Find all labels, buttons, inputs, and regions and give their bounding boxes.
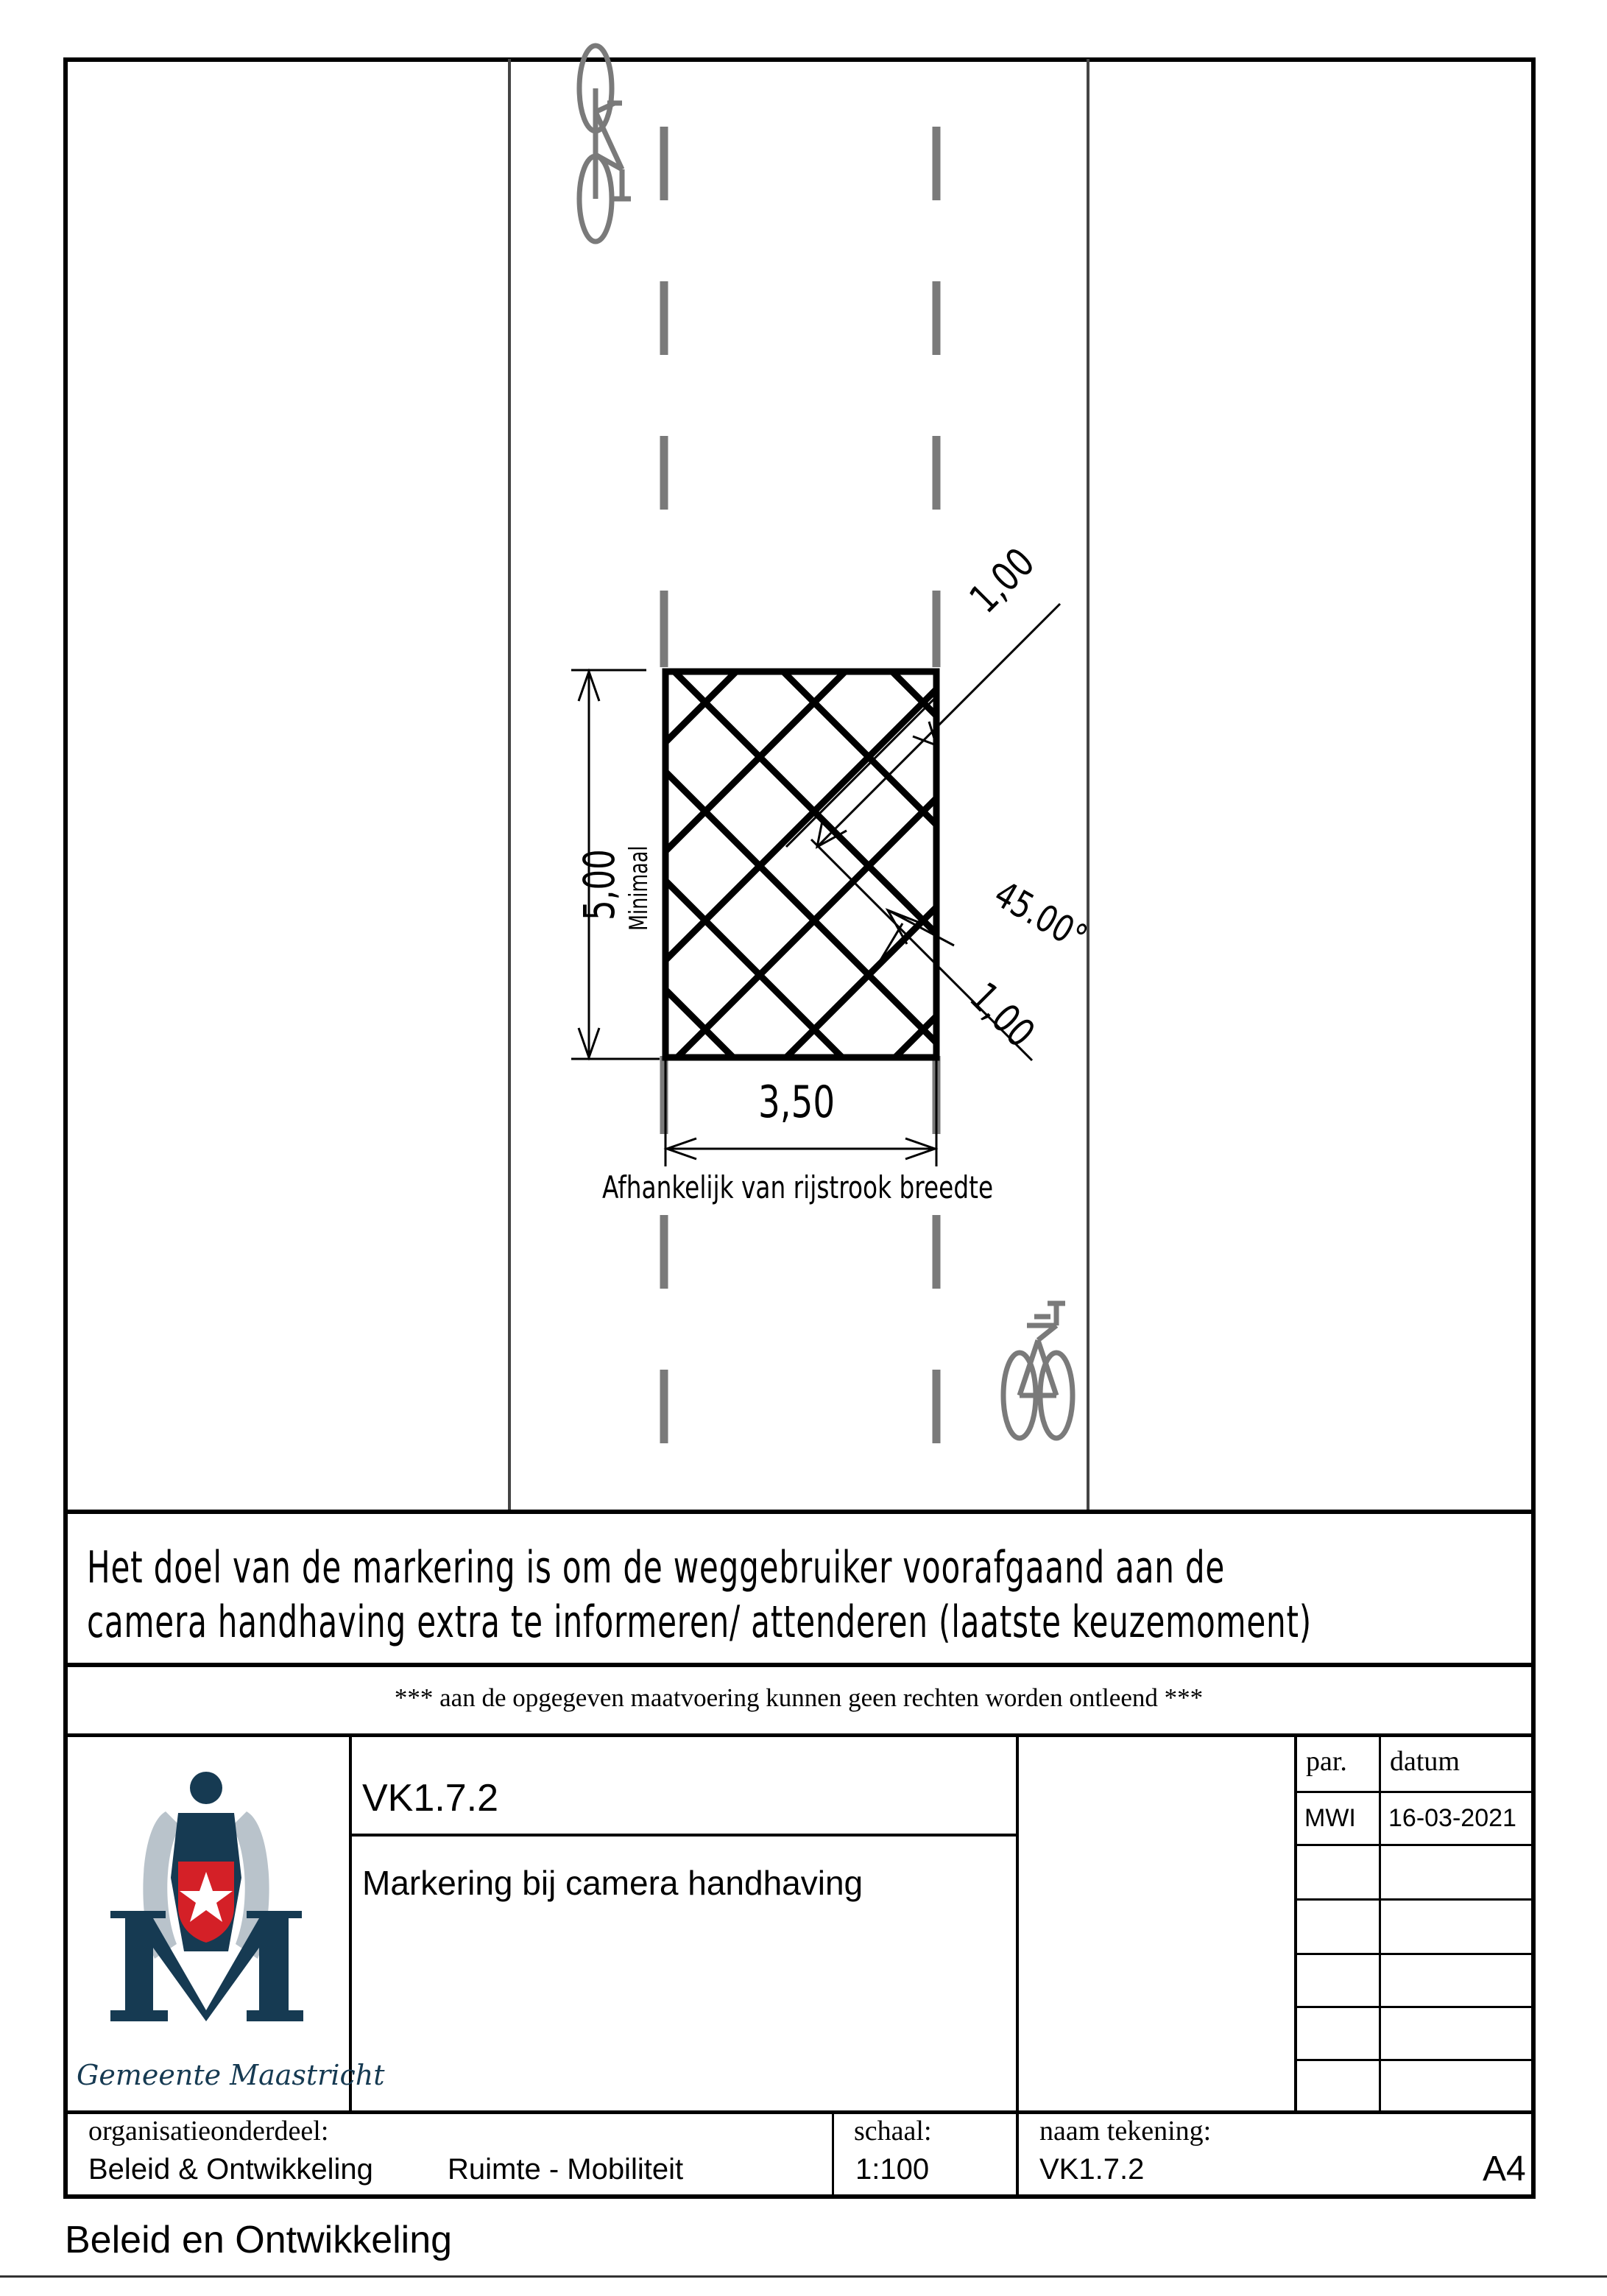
tb-divider-bottom-row [63, 2110, 1536, 2114]
disclaimer: *** aan de opgegeven maatvoering kunnen geen rechten worden ontleend *** [394, 1683, 1204, 1712]
rev-row-6 [1296, 2059, 1536, 2061]
divider-note-top [63, 1510, 1536, 1514]
par-value: MWI [1304, 1804, 1356, 1832]
dim-angle: 45.00° [987, 873, 1095, 959]
dim-height-value: 5,00 [574, 849, 624, 920]
drawing-code: VK1.7.2 [362, 1777, 499, 1820]
naam-label: naam tekening: [1039, 2116, 1212, 2147]
drawing-title: Markering bij camera handhaving [362, 1864, 863, 1902]
logo-wordmark: Gemeente Maastricht [77, 2059, 385, 2091]
schaal-value: 1:100 [855, 2153, 930, 2186]
datum-value: 16-03-2021 [1388, 1804, 1516, 1832]
rev-row-5 [1296, 2006, 1536, 2008]
dim-height-note: Minimaal [624, 845, 654, 931]
rev-row-3 [1296, 1898, 1536, 1901]
dim-spacing-bottom: 1,00 [961, 973, 1045, 1057]
divider-titleblock-top [63, 1733, 1536, 1737]
bicycle-icon-top [579, 46, 631, 242]
tb-divider-schaal [832, 2112, 834, 2199]
tb-divider-logo [349, 1735, 352, 2113]
org-label: organisatieonderdeel: [88, 2116, 329, 2147]
dim-spacing-top: 1,00 [961, 538, 1044, 622]
tb-divider-title [1016, 1735, 1019, 2199]
rev-row-1 [1296, 1791, 1536, 1793]
paper-size: A4 [1483, 2149, 1526, 2188]
footer-text: Beleid en Ontwikkeling [65, 2219, 453, 2261]
datum-header: datum [1390, 1746, 1460, 1777]
rev-row-4 [1296, 1953, 1536, 1955]
divider-disclaimer-top [63, 1663, 1536, 1667]
dim-width-note: Afhankelijk van rijstrook breedte [602, 1169, 994, 1205]
footer-rule [0, 2275, 1607, 2278]
note-line-2: camera handhaving extra te informeren/ attenderen (laatste keuzemoment) [87, 1596, 1312, 1648]
rev-row-2 [1296, 1844, 1536, 1846]
naam-value: VK1.7.2 [1039, 2153, 1145, 2186]
schaal-label: schaal: [854, 2116, 932, 2147]
org-value-1: Beleid & Ontwikkeling [88, 2153, 373, 2186]
par-header: par. [1306, 1746, 1347, 1777]
dim-width-value: 3,50 [758, 1077, 836, 1128]
bicycle-icon-bottom [1003, 1303, 1073, 1438]
cross-hatch-marking [442, 159, 1031, 1517]
org-value-2: Ruimte - Mobiliteit [448, 2153, 684, 2186]
tb-divider-code [350, 1834, 1017, 1837]
gemeente-maastricht-logo [96, 1767, 317, 2047]
note-line-1: Het doel van de markering is om de weggebruiker voorafgaand aan de [87, 1542, 1226, 1594]
